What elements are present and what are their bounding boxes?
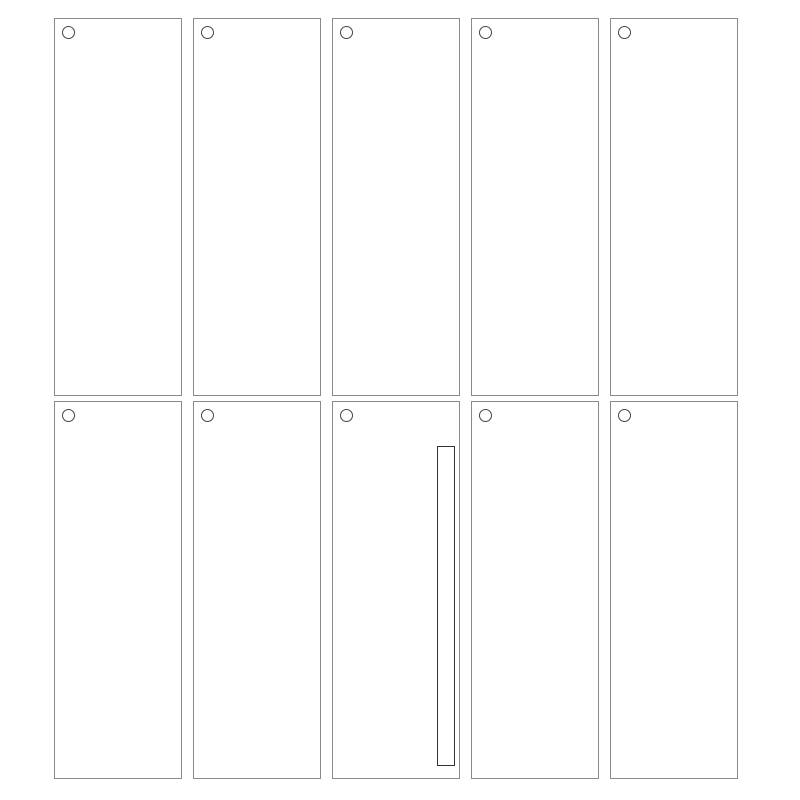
hang-hole [201,409,214,422]
area-gauge-card-micro [54,401,182,779]
area-diameter-gauge-card [471,401,599,779]
area-gauge-card-large [610,18,738,396]
hang-hole [340,26,353,39]
angle-gauge-card [332,401,460,779]
diameter-gauge-card [54,18,182,396]
hang-hole [479,26,492,39]
diameter-circles [482,620,594,732]
hang-hole [340,409,353,422]
hang-hole [618,409,631,422]
hang-hole [62,409,75,422]
grayscale-gauge-card [193,401,321,779]
hang-hole [479,409,492,422]
hang-hole [201,26,214,39]
hang-hole [62,26,75,39]
ruler [437,446,455,766]
protractor-90-180 [339,482,435,578]
line-width-gauge-card [193,18,321,396]
area-grid [482,466,598,586]
area-gauge-card-small [332,18,460,396]
corner-radius-gauge-card [610,401,738,779]
protractor-0-90 [339,674,435,770]
area-gauge-card-medium [471,18,599,396]
hang-hole [618,26,631,39]
